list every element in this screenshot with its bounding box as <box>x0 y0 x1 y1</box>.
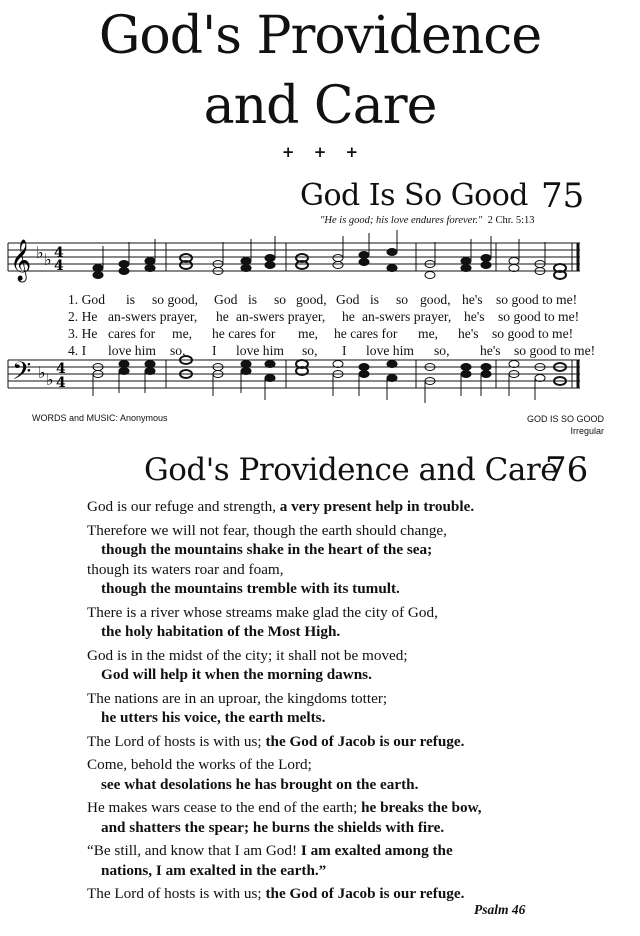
reading-stanza <box>87 646 577 685</box>
verse-syllable: so, <box>434 343 450 358</box>
verse-syllable: is <box>248 292 258 307</box>
reading-number: 76 <box>545 450 589 490</box>
verse-syllable: God <box>214 292 238 307</box>
reading-line <box>87 521 577 541</box>
verse-syllable: me, <box>172 326 193 341</box>
verse-syllable: he <box>216 309 229 324</box>
verse-syllable: good, <box>420 292 451 307</box>
flat-icon: ♭ <box>46 370 54 389</box>
reading-line <box>87 579 577 599</box>
verse-syllable: so good to me! <box>496 292 578 307</box>
reading-stanza <box>87 884 577 904</box>
treble-clef-icon: 𝄞 <box>10 240 32 281</box>
verse-syllable: love him <box>366 343 414 358</box>
reading-text: There is a river whose streams make glad the city of God, <box>87 603 438 621</box>
reading-text: God is in the midst of the city; it shall not be moved; <box>87 646 408 664</box>
reading-response: the God of Jacob is our refuge. <box>265 885 465 902</box>
reading-line <box>87 540 577 560</box>
cross-ornament: + + + <box>281 143 359 161</box>
reading-line <box>87 861 577 881</box>
reading-text: He makes wars cease to the end of the earth; <box>87 799 362 816</box>
reading-line <box>87 497 577 517</box>
verse-2 <box>68 308 595 325</box>
reading-response: he utters his voice, the earth melts. <box>101 709 326 726</box>
time-signature: 4 <box>54 258 64 274</box>
reading-response: see what desolations he has brought on the earth. <box>101 775 419 793</box>
reading-stanza <box>87 732 577 752</box>
notes <box>93 356 566 403</box>
verse-syllable: so good, <box>152 292 199 307</box>
verse-syllable: he cares for <box>334 326 398 341</box>
hymn-number: 75 <box>541 176 585 216</box>
verse-syllable: an-swers prayer, <box>236 309 326 324</box>
treble-staff <box>0 228 640 290</box>
hymn-verses <box>68 291 595 359</box>
reading-line <box>87 818 577 838</box>
reading-response: a very present help in trouble. <box>279 498 475 515</box>
verse-syllable: I <box>342 343 347 358</box>
epigraph-reference: 2 Chr. 5:13 <box>487 215 535 226</box>
verse-syllable: good, <box>296 292 327 307</box>
reading-response: he breaks the bow, <box>361 799 482 816</box>
verse-syllable: he's <box>480 343 501 358</box>
reading-response: nations, I am exalted in the earth.” <box>101 861 327 879</box>
reading-text: though its waters roar and foam, <box>87 560 284 578</box>
reading-source: Psalm 46 <box>474 902 526 917</box>
reading-response: the God of Jacob is our refuge. <box>265 732 465 750</box>
reading-response: though the mountains shake in the heart of the sea; <box>101 541 433 558</box>
verse-syllable: so good to me! <box>498 309 580 324</box>
music-credit: WORDS and MUSIC: Anonymous <box>32 413 168 423</box>
reading-title: God's Providence and Care <box>144 452 559 488</box>
reading-stanza <box>87 798 577 837</box>
verse-syllable: love him <box>236 343 284 358</box>
reading-line <box>87 622 577 642</box>
reading-line <box>87 884 577 904</box>
verse-syllable: I <box>212 343 217 358</box>
flat-icon: ♭ <box>36 243 44 262</box>
verse-1 <box>68 291 595 308</box>
reading-stanza <box>87 497 577 517</box>
verse-syllable: God <box>336 292 360 307</box>
verse-syllable: me, <box>418 326 439 341</box>
reading-line <box>87 560 577 580</box>
tune-info <box>484 413 604 437</box>
verse-syllable: so <box>274 292 287 307</box>
verse-syllable: 1. God <box>68 292 106 307</box>
verse-syllable: so, <box>302 343 318 358</box>
verse-syllable: he's <box>464 309 485 324</box>
section-title-line-2: and Care <box>203 76 437 136</box>
verse-syllable: is <box>126 292 136 307</box>
responsive-reading <box>87 497 577 908</box>
bass-clef-icon: 𝄢 <box>12 357 32 392</box>
reading-response: the holy habitation of the Most High. <box>101 623 341 640</box>
verse-syllable: love him <box>108 343 156 358</box>
reading-stanza <box>87 755 577 794</box>
section-title-line-1: God's Providence <box>98 6 542 66</box>
reading-response: God will help it when the morning dawns. <box>101 666 372 683</box>
epigraph-quote: "He is good; his love endures forever." <box>320 215 483 226</box>
verse-syllable: 2. He <box>68 309 98 324</box>
verse-syllable: an-swers prayer, <box>108 309 198 324</box>
verse-syllable: is <box>370 292 380 307</box>
reading-stanza <box>87 603 577 642</box>
flat-icon: ♭ <box>44 250 52 269</box>
verse-syllable: so <box>396 292 409 307</box>
reading-stanza <box>87 521 577 599</box>
reading-text: “Be still, and know that I am God! <box>87 842 301 859</box>
reading-response: though the mountains tremble with its tumult. <box>101 580 400 597</box>
reading-line <box>87 798 577 818</box>
reading-text: The nations are in an uproar, the kingdoms totter; <box>87 689 388 707</box>
verse-syllable: he cares for <box>212 326 276 341</box>
hymn-title: God Is So Good <box>300 178 528 213</box>
verse-syllable: cares for <box>108 326 156 341</box>
time-signature: 4 <box>54 245 64 261</box>
meter: Irregular <box>570 426 604 436</box>
flat-icon: ♭ <box>38 363 46 382</box>
reading-stanza <box>87 689 577 728</box>
reading-response: and shatters the spear; he burns the shields with fire. <box>101 818 445 836</box>
reading-line <box>87 775 577 795</box>
hymn-epigraph <box>320 215 535 226</box>
reading-line <box>87 841 577 861</box>
verse-syllable: so, <box>170 343 186 358</box>
reading-line <box>87 689 577 709</box>
verse-3 <box>68 325 595 342</box>
verse-syllable: so good to me! <box>514 343 596 358</box>
time-signature: 4 <box>56 375 66 391</box>
reading-stanza <box>87 841 577 880</box>
verse-syllable: he <box>342 309 355 324</box>
verse-syllable: he's <box>462 292 483 307</box>
reading-text: The Lord of hosts is with us; <box>87 732 266 750</box>
verse-syllable: an-swers prayer, <box>362 309 452 324</box>
reading-text: God is our refuge and strength, <box>87 498 280 515</box>
reading-response: I am exalted among the <box>300 842 453 859</box>
bass-staff <box>0 354 640 416</box>
reading-line <box>87 603 577 623</box>
verse-syllable: 3. He <box>68 326 98 341</box>
reading-text: Come, behold the works of the Lord; <box>87 756 312 773</box>
notes <box>93 230 566 279</box>
reading-text: The Lord of hosts is with us; <box>87 885 266 902</box>
verse-syllable: he's <box>458 326 479 341</box>
reading-line <box>87 665 577 685</box>
reading-text: Therefore we will not fear, though the earth should change, <box>87 521 447 539</box>
reading-line <box>87 708 577 728</box>
verse-syllable: me, <box>298 326 319 341</box>
verse-syllable: 4. I <box>68 343 87 358</box>
verse-syllable: so good to me! <box>492 326 574 341</box>
reading-line <box>87 755 577 775</box>
reading-line <box>87 646 577 666</box>
time-signature: 4 <box>56 361 66 377</box>
tune-name: GOD IS SO GOOD <box>526 414 604 424</box>
reading-line <box>87 732 577 752</box>
